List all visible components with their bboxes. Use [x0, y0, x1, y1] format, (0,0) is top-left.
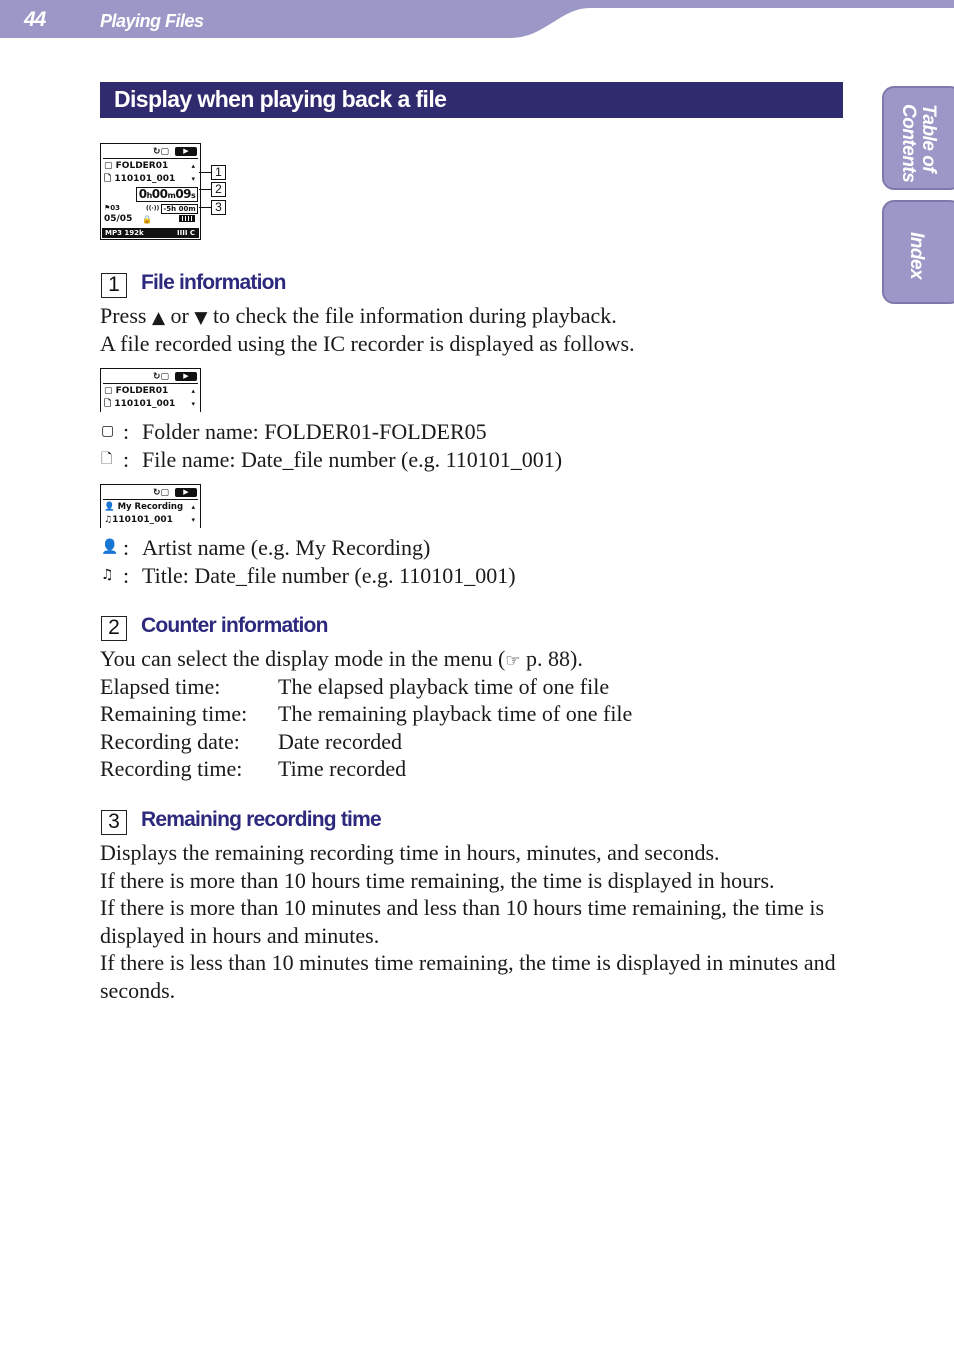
- lcd-file-info-artist: [100, 484, 201, 528]
- lcd-file-row: [104, 174, 197, 185]
- tab-table-of-contents-label: Table of Contents: [898, 104, 939, 183]
- section-title: Display when playing back a file: [114, 86, 447, 112]
- file-icon: 🗋: [101, 451, 113, 467]
- tab-table-of-contents[interactable]: [882, 86, 954, 190]
- folder-icon: ▢: [160, 147, 169, 157]
- repeat-icon: ↻: [152, 372, 161, 382]
- def-recording-time: Time recorded: [278, 756, 407, 781]
- lcd-folder-row: [104, 161, 197, 172]
- legend-folder-name: Folder name: FOLDER01-FOLDER05: [142, 419, 487, 444]
- paragraph-remaining-4: If there is less than 10 minutes time remaining, the time is displayed in minutes and seconds.: [100, 950, 836, 1003]
- callout-line-1: [199, 172, 211, 173]
- legend-file-name: File name: Date_file number (e.g. 110101_001): [142, 447, 563, 472]
- folder-icon: ▢: [160, 372, 169, 382]
- lcd-marker: 03: [110, 204, 121, 212]
- file-icon: 🗋: [104, 174, 112, 184]
- sub-number-3: 3: [101, 810, 127, 835]
- sub-title-remaining-recording-time: Remaining recording time: [141, 808, 381, 831]
- callout-line-3: [199, 207, 211, 208]
- lcd-divider: [103, 158, 198, 159]
- repeat-icon: ↻: [152, 147, 161, 157]
- tab-index-label: Index: [906, 232, 927, 280]
- callout-2: 2: [211, 182, 226, 197]
- def-recording-date: Date recorded: [278, 729, 402, 754]
- page-reference-link[interactable]: p. 88).: [520, 646, 583, 671]
- lcd-artist-row: [104, 502, 197, 513]
- lcd-file-info-folder: [100, 368, 201, 412]
- counter-minutes-unit: m: [167, 191, 176, 200]
- lcd-counter: [136, 187, 198, 202]
- repeat-icon: ↻: [152, 488, 161, 498]
- paragraph-ic-recorder: A file recorded using the IC recorder is displayed as follows.: [100, 331, 635, 356]
- lcd-divider: [103, 383, 198, 384]
- artist-icon: 👤: [104, 502, 115, 512]
- sub-title-file-information: File information: [141, 271, 286, 294]
- tab-index[interactable]: [882, 200, 954, 304]
- folder-icon: ▢: [104, 386, 113, 396]
- lcd-folder-row: [104, 386, 197, 397]
- lcd-folder-name: FOLDER01: [115, 386, 169, 396]
- sub-number-1: 1: [101, 273, 127, 298]
- lcd-file-name: 110101_001: [114, 399, 176, 409]
- paragraph-remaining-1: Displays the remaining recording time in hours, minutes, and seconds.: [100, 840, 720, 865]
- lock-icon: 🔒: [142, 215, 152, 224]
- lcd-artist-name: My Recording: [117, 502, 184, 512]
- page-number: 44: [24, 8, 46, 31]
- legend-colon: :: [123, 419, 130, 444]
- lcd-status-icons: [153, 147, 197, 157]
- term-elapsed-time: Elapsed time:: [100, 674, 221, 699]
- scroll-down-icon: ▾: [191, 516, 195, 524]
- file-icon: 🗋: [104, 399, 112, 409]
- play-icon: ▶: [175, 488, 197, 497]
- lcd-status-icons: [153, 488, 197, 498]
- counter-seconds-unit: s: [191, 191, 196, 200]
- play-icon: ▶: [175, 147, 197, 156]
- paragraph-remaining-2: If there is more than 10 hours time remaining, the time is displayed in hours.: [100, 868, 775, 893]
- legend-title: Title: Date_file number (e.g. 110101_001): [142, 563, 516, 588]
- scroll-up-icon: ▴: [191, 387, 195, 395]
- artist-icon: 👤: [101, 539, 119, 555]
- lcd-file-name: 110101_001: [114, 174, 176, 184]
- flag-icon: ⚑: [104, 204, 111, 212]
- folder-icon: ▢: [101, 423, 115, 439]
- music-note-icon: ♫: [104, 515, 113, 525]
- lcd-status-icons: [153, 372, 197, 382]
- def-remaining-time: The remaining playback time of one file: [278, 701, 633, 726]
- up-arrow-icon: ▲: [151, 308, 166, 328]
- lcd-marker-row: [104, 203, 197, 214]
- term-recording-date: Recording date:: [100, 729, 240, 754]
- def-elapsed-time: The elapsed playback time of one file: [278, 674, 610, 699]
- music-note-icon: ♫: [101, 567, 114, 583]
- counter-seconds: 09: [175, 187, 192, 201]
- lcd-track: 05/05: [104, 214, 133, 224]
- lcd-remaining-time: -5h 00m: [161, 204, 198, 214]
- lcd-status-bar: [102, 228, 199, 238]
- lcd-main-display: [100, 143, 201, 240]
- counter-hours-unit: h: [146, 191, 152, 200]
- term-recording-time: Recording time:: [100, 756, 243, 781]
- sub-title-counter-information: Counter information: [141, 614, 328, 637]
- sub-number-2: 2: [101, 616, 127, 641]
- lcd-file-row: [104, 399, 197, 410]
- legend-colon: :: [123, 535, 130, 560]
- paragraph-press: [100, 302, 617, 333]
- callout-line-2: [199, 189, 211, 190]
- lcd-title: 110101_001: [112, 515, 173, 525]
- counter-minutes: 00: [151, 187, 168, 201]
- callout-3: 3: [211, 200, 226, 215]
- paragraph-display-mode: [100, 645, 583, 676]
- lcd-mode: ΙΙΙΙ C: [177, 229, 195, 237]
- or-text: or: [170, 303, 189, 328]
- scroll-down-icon: ▾: [191, 175, 195, 183]
- battery-icon: [179, 215, 195, 222]
- display-mode-text: You can select the display mode in the menu (: [100, 646, 506, 671]
- press-text-rest: to check the file information during playback.: [212, 303, 617, 328]
- down-arrow-icon: ▼: [194, 308, 208, 328]
- lcd-divider: [103, 499, 198, 500]
- lcd-format: MP3 192k: [105, 229, 144, 237]
- reference-hand-icon[interactable]: ☞: [505, 651, 521, 671]
- callout-1: 1: [211, 165, 226, 180]
- scroll-up-icon: ▴: [191, 503, 195, 511]
- header-title: Playing Files: [100, 11, 204, 31]
- folder-icon: ▢: [160, 488, 169, 498]
- scroll-up-icon: ▴: [191, 162, 195, 170]
- lcd-track-row: [104, 214, 197, 225]
- legend-colon: :: [123, 447, 130, 472]
- scroll-down-icon: ▾: [191, 400, 195, 408]
- paragraph-remaining-3: If there is more than 10 minutes and less than 10 hours time remaining, the time is displayed in hours and minutes.: [100, 895, 825, 948]
- term-remaining-time: Remaining time:: [100, 701, 248, 726]
- press-text: Press: [100, 303, 147, 328]
- mic-sensitivity-icon: ((·)): [146, 205, 160, 212]
- legend-artist-name: Artist name (e.g. My Recording): [142, 535, 431, 560]
- lcd-title-row: [104, 515, 197, 526]
- play-icon: ▶: [175, 372, 197, 381]
- legend-colon: :: [123, 563, 130, 588]
- counter-hours: 0: [138, 187, 147, 201]
- section-title-bar: [100, 82, 843, 118]
- lcd-folder-name: FOLDER01: [115, 161, 169, 171]
- folder-icon: ▢: [104, 161, 113, 171]
